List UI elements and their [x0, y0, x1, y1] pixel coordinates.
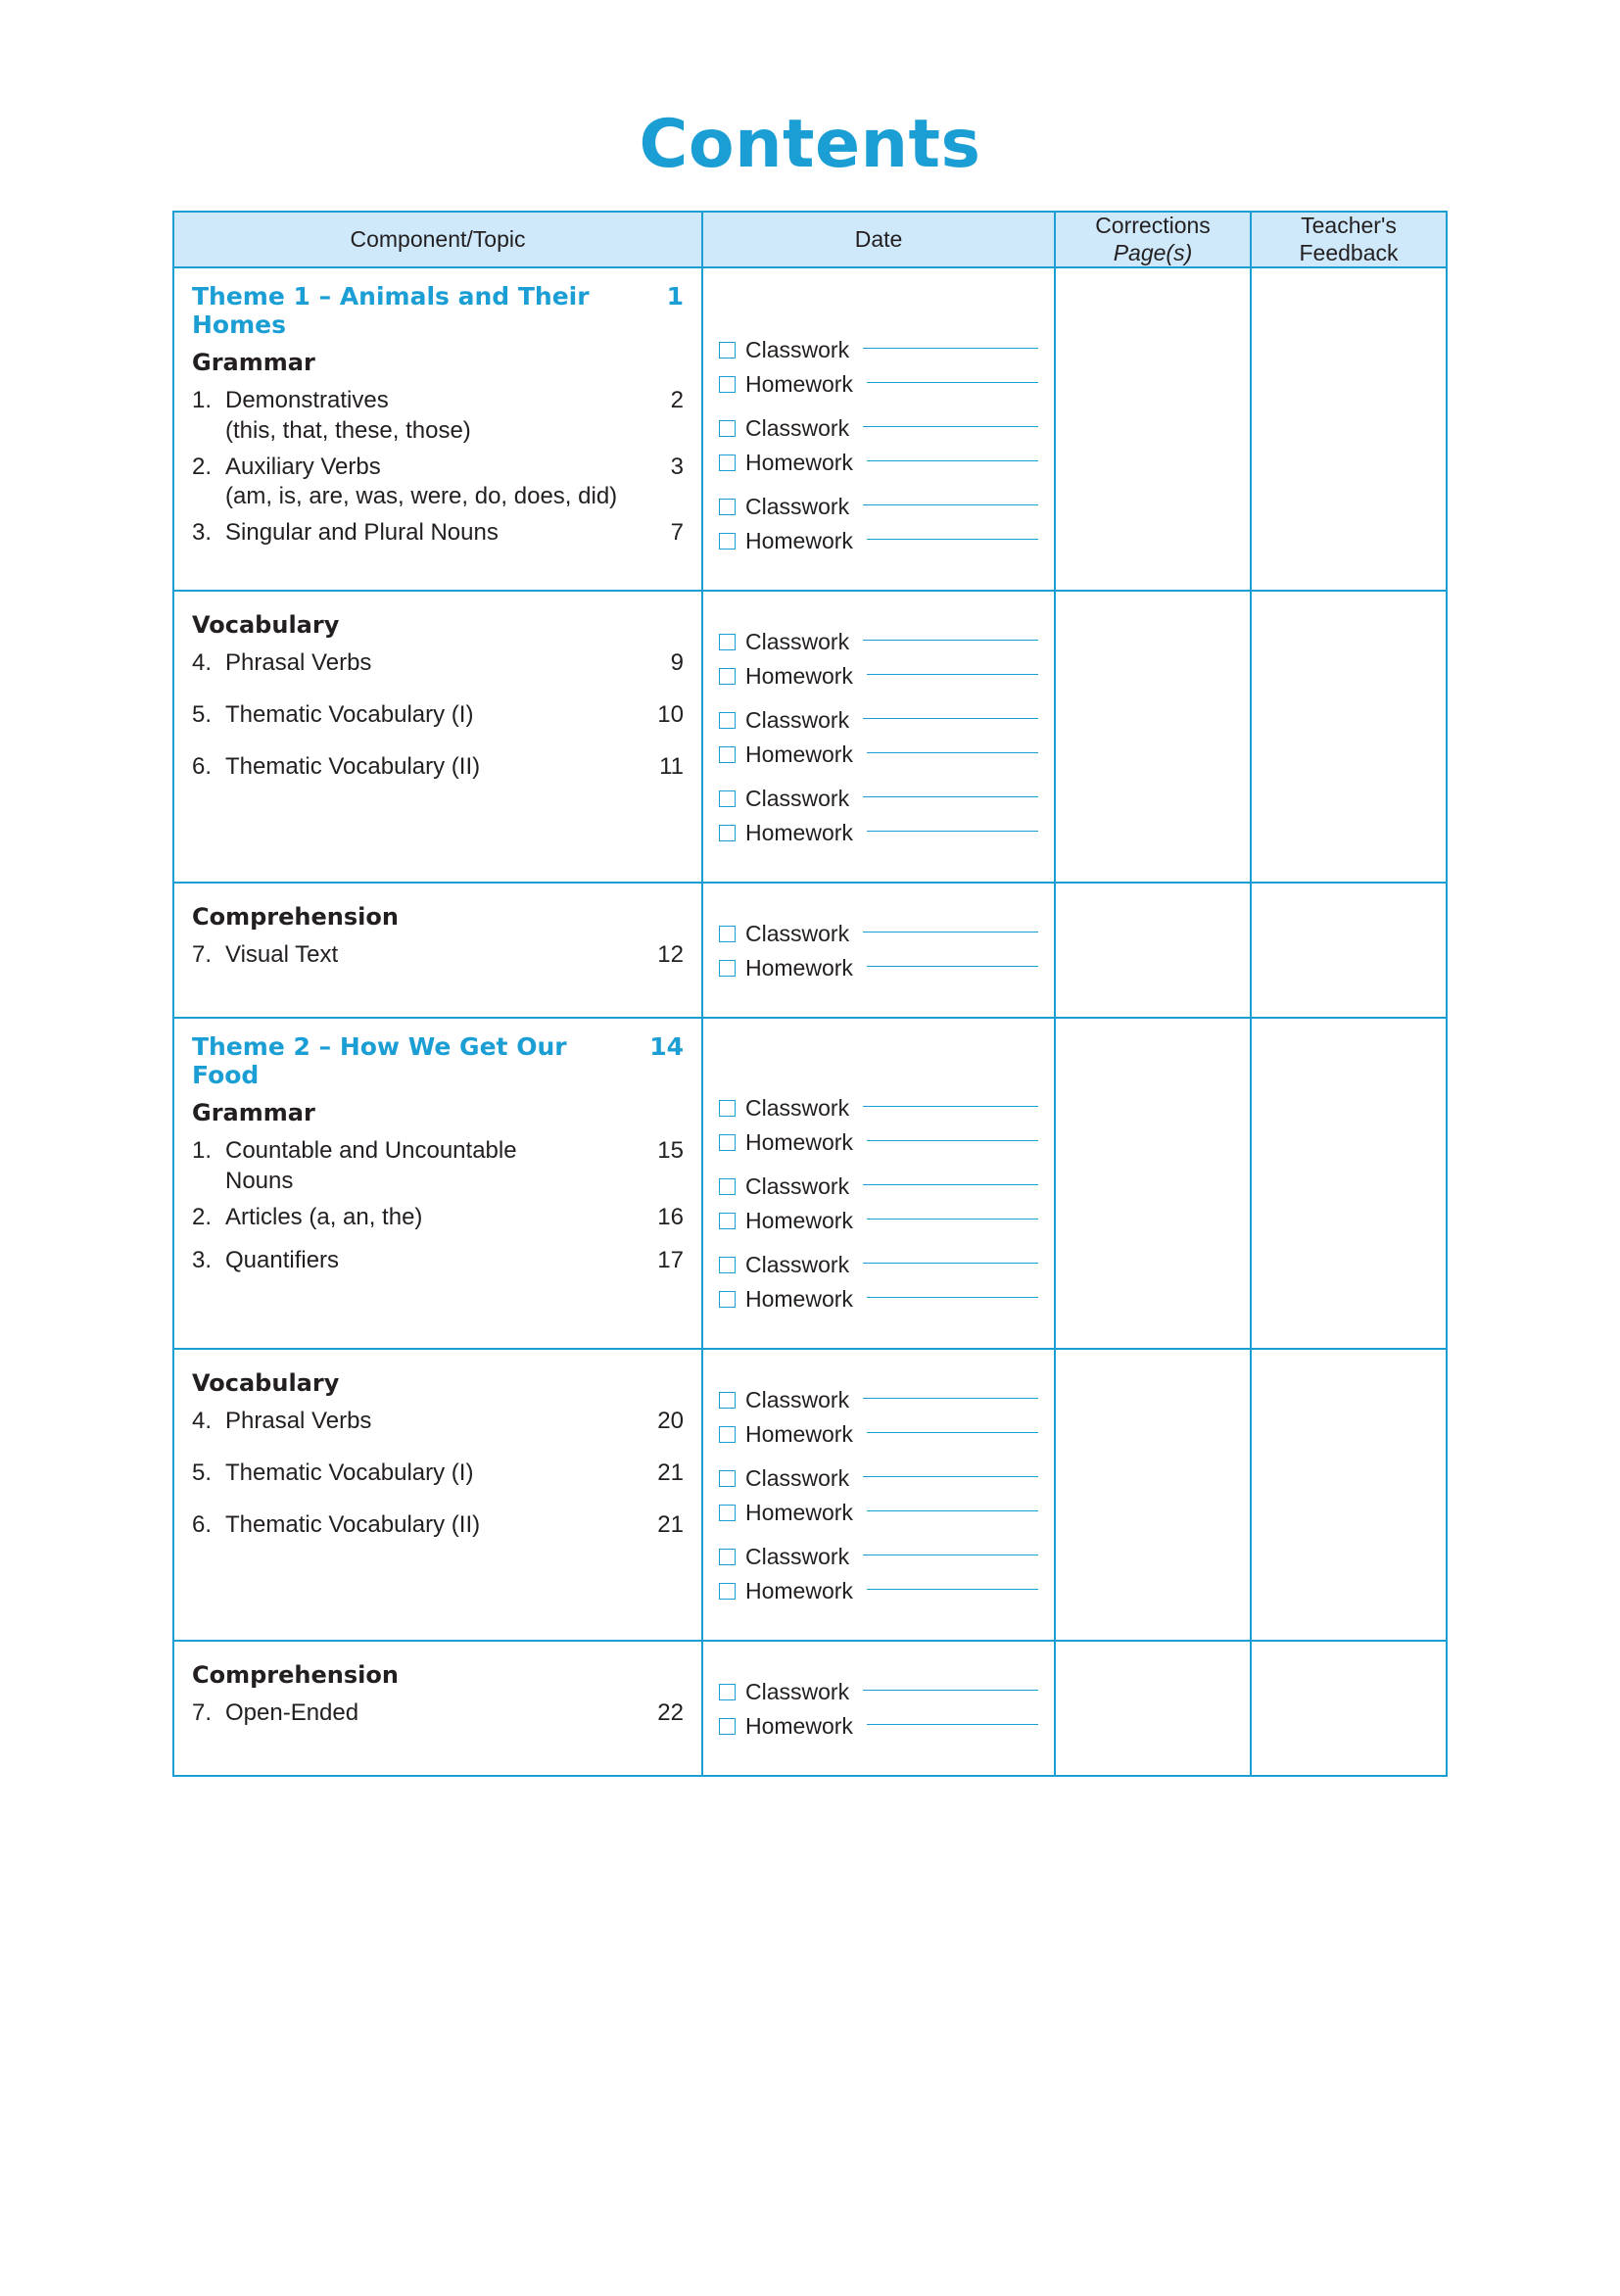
item-page: 21	[657, 1510, 684, 1538]
check-group	[719, 1252, 1038, 1313]
date-write-line[interactable]	[863, 1690, 1038, 1691]
column-header-feedback	[1251, 212, 1447, 267]
classwork-row[interactable]	[719, 1544, 1038, 1570]
table-header	[173, 212, 1447, 267]
classwork-label: Classwork	[745, 337, 850, 363]
date-write-line[interactable]	[863, 640, 1038, 641]
date-write-line[interactable]	[867, 831, 1038, 832]
classwork-label: Classwork	[745, 1544, 850, 1570]
group-label: Comprehension	[192, 903, 399, 932]
item-title: Thematic Vocabulary (I)	[225, 700, 474, 728]
homework-label: Homework	[745, 955, 853, 981]
check-group	[719, 415, 1038, 476]
group-label: Vocabulary	[192, 1369, 340, 1398]
item-number: 6.	[192, 1510, 213, 1538]
classwork-label: Classwork	[745, 921, 850, 947]
check-group	[719, 629, 1038, 690]
homework-label: Homework	[745, 1578, 853, 1604]
list-item	[192, 1246, 684, 1276]
check-group	[719, 494, 1038, 554]
table-row	[173, 1018, 1447, 1349]
date-write-line[interactable]	[867, 674, 1038, 675]
item-number: 3.	[192, 519, 213, 547]
checkbox-icon[interactable]	[719, 1583, 736, 1600]
date-cell	[702, 591, 1055, 883]
checkbox-icon[interactable]	[719, 1718, 736, 1735]
classwork-label: Classwork	[745, 494, 850, 520]
checkbox-icon[interactable]	[719, 1549, 736, 1565]
checkbox-icon[interactable]	[719, 634, 736, 650]
checkbox-icon[interactable]	[719, 668, 736, 685]
classwork-row[interactable]	[719, 1173, 1038, 1200]
homework-label: Homework	[745, 1129, 853, 1156]
item-page: 7	[670, 519, 684, 547]
check-group	[719, 786, 1038, 846]
homework-row[interactable]	[719, 528, 1038, 554]
homework-row[interactable]	[719, 450, 1038, 476]
list-item	[192, 386, 684, 446]
date-write-line[interactable]	[863, 1398, 1038, 1399]
classwork-label: Classwork	[745, 1465, 850, 1492]
corrections-cell[interactable]	[1055, 883, 1251, 1018]
homework-row[interactable]	[719, 663, 1038, 690]
check-group	[719, 921, 1038, 981]
date-write-line[interactable]	[863, 426, 1038, 427]
table-row	[173, 591, 1447, 883]
checkbox-icon[interactable]	[719, 960, 736, 977]
theme-heading	[192, 1032, 684, 1089]
date-cell	[702, 883, 1055, 1018]
corrections-line1: Corrections	[1095, 213, 1211, 238]
classwork-label: Classwork	[745, 1387, 850, 1413]
classwork-row[interactable]	[719, 1679, 1038, 1705]
item-number: 2.	[192, 1203, 213, 1230]
item-page: 3	[670, 453, 684, 480]
homework-row[interactable]	[719, 1208, 1038, 1234]
classwork-label: Classwork	[745, 629, 850, 655]
item-number: 7.	[192, 1699, 213, 1727]
checkbox-icon[interactable]	[719, 342, 736, 359]
list-item	[192, 1203, 684, 1233]
item-title: Singular and Plural Nouns	[225, 519, 499, 547]
corrections-cell[interactable]	[1055, 1349, 1251, 1641]
classwork-row[interactable]	[719, 1095, 1038, 1122]
item-page: 17	[657, 1247, 684, 1274]
classwork-label: Classwork	[745, 415, 850, 442]
item-title: Quantifiers	[225, 1247, 340, 1274]
checkbox-icon[interactable]	[719, 1684, 736, 1700]
item-title: Articles (a, an, the)	[225, 1203, 423, 1230]
date-cell	[702, 1018, 1055, 1349]
classwork-row[interactable]	[719, 1252, 1038, 1278]
checkbox-icon[interactable]	[719, 499, 736, 515]
item-page: 22	[657, 1699, 684, 1727]
homework-label: Homework	[745, 1286, 853, 1313]
date-write-line[interactable]	[867, 752, 1038, 753]
homework-row[interactable]	[719, 741, 1038, 768]
item-text	[225, 453, 644, 512]
item-page: 16	[657, 1203, 684, 1230]
homework-label: Homework	[745, 450, 853, 476]
column-header-date: Date	[702, 212, 1055, 267]
checkbox-icon[interactable]	[719, 1392, 736, 1409]
classwork-label: Classwork	[745, 786, 850, 812]
item-title: Thematic Vocabulary (II)	[225, 752, 481, 780]
date-write-line[interactable]	[863, 1106, 1038, 1107]
item-number: 5.	[192, 1459, 213, 1486]
group-label: Grammar	[192, 1099, 315, 1127]
item-subtitle: (this, that, these, those)	[225, 416, 471, 444]
date-cell	[702, 267, 1055, 591]
list-item	[192, 700, 684, 731]
homework-label: Homework	[745, 663, 853, 690]
feedback-cell[interactable]	[1251, 591, 1447, 883]
homework-row[interactable]	[719, 1713, 1038, 1740]
item-subtitle: Nouns	[225, 1167, 294, 1194]
checkbox-icon[interactable]	[719, 1426, 736, 1443]
feedback-line1: Teacher's	[1301, 213, 1397, 238]
homework-label: Homework	[745, 371, 853, 398]
component-cell	[173, 1641, 702, 1776]
classwork-row[interactable]	[719, 1387, 1038, 1413]
item-subtitle: (am, is, are, was, were, do, does, did)	[225, 483, 618, 510]
checkbox-icon[interactable]	[719, 454, 736, 471]
classwork-row[interactable]	[719, 415, 1038, 442]
table-body	[173, 267, 1447, 1776]
theme-heading	[192, 282, 684, 339]
item-title: Thematic Vocabulary (II)	[225, 1510, 481, 1538]
corrections-cell[interactable]	[1055, 591, 1251, 883]
item-number: 3.	[192, 1247, 213, 1274]
date-write-line[interactable]	[867, 1140, 1038, 1141]
component-cell	[173, 883, 702, 1018]
classwork-row[interactable]	[719, 1465, 1038, 1492]
item-title: Phrasal Verbs	[225, 1408, 372, 1435]
list-item	[192, 453, 684, 512]
item-number: 1.	[192, 1137, 213, 1165]
corrections-cell[interactable]	[1055, 1641, 1251, 1776]
item-title: Auxiliary Verbs	[225, 453, 381, 480]
checkbox-icon[interactable]	[719, 825, 736, 841]
checkbox-icon[interactable]	[719, 420, 736, 437]
item-title: Thematic Vocabulary (I)	[225, 1459, 474, 1486]
feedback-cell[interactable]	[1251, 1641, 1447, 1776]
checkbox-icon[interactable]	[719, 533, 736, 550]
check-group	[719, 1544, 1038, 1604]
homework-label: Homework	[745, 820, 853, 846]
checkbox-icon[interactable]	[719, 1470, 736, 1487]
checkbox-icon[interactable]	[719, 376, 736, 393]
date-write-line[interactable]	[863, 1184, 1038, 1185]
corrections-line2: Page(s)	[1113, 239, 1193, 265]
homework-row[interactable]	[719, 955, 1038, 981]
date-write-line[interactable]	[863, 348, 1038, 349]
classwork-row[interactable]	[719, 337, 1038, 363]
item-page: 10	[657, 700, 684, 728]
page-title: Contents	[639, 106, 981, 183]
item-number: 6.	[192, 752, 213, 780]
item-page: 9	[670, 649, 684, 677]
classwork-row[interactable]	[719, 707, 1038, 734]
list-item	[192, 648, 684, 679]
date-write-line[interactable]	[863, 1263, 1038, 1264]
feedback-cell[interactable]	[1251, 1349, 1447, 1641]
homework-label: Homework	[745, 741, 853, 768]
classwork-row[interactable]	[719, 629, 1038, 655]
item-text	[225, 1136, 644, 1196]
list-item	[192, 752, 684, 783]
homework-row[interactable]	[719, 820, 1038, 846]
checkbox-icon[interactable]	[719, 926, 736, 942]
table-header-row	[173, 212, 1447, 267]
checkbox-icon[interactable]	[719, 712, 736, 729]
checkbox-icon[interactable]	[719, 1505, 736, 1521]
date-write-line[interactable]	[867, 460, 1038, 461]
checkbox-icon[interactable]	[719, 1213, 736, 1229]
checkbox-icon[interactable]	[719, 1178, 736, 1195]
list-item	[192, 1407, 684, 1437]
date-write-line[interactable]	[867, 539, 1038, 540]
date-write-line[interactable]	[867, 1432, 1038, 1433]
item-page: 20	[657, 1408, 684, 1435]
group-label: Vocabulary	[192, 611, 340, 640]
feedback-cell[interactable]	[1251, 1018, 1447, 1349]
item-page: 15	[657, 1137, 684, 1165]
homework-label: Homework	[745, 1421, 853, 1448]
check-group	[719, 1465, 1038, 1526]
list-item	[192, 1136, 684, 1196]
date-write-line[interactable]	[867, 382, 1038, 383]
check-group	[719, 337, 1038, 398]
date-write-line[interactable]	[867, 1219, 1038, 1220]
date-write-line[interactable]	[867, 1589, 1038, 1590]
check-group	[719, 1173, 1038, 1234]
theme-page: 1	[666, 282, 684, 311]
theme-page: 14	[649, 1032, 684, 1062]
item-number: 7.	[192, 941, 213, 969]
component-cell	[173, 267, 702, 591]
item-number: 5.	[192, 700, 213, 728]
classwork-label: Classwork	[745, 707, 850, 734]
date-write-line[interactable]	[863, 1476, 1038, 1477]
list-item	[192, 1698, 684, 1729]
classwork-label: Classwork	[745, 1173, 850, 1200]
check-group	[719, 1387, 1038, 1448]
item-page: 21	[657, 1459, 684, 1486]
feedback-line2: Feedback	[1299, 239, 1399, 265]
date-write-line[interactable]	[867, 966, 1038, 967]
date-write-line[interactable]	[863, 718, 1038, 719]
item-title: Countable and Uncountable	[225, 1137, 517, 1165]
table-row	[173, 1349, 1447, 1641]
homework-row[interactable]	[719, 1286, 1038, 1313]
item-title: Phrasal Verbs	[225, 649, 372, 677]
item-title: Open-Ended	[225, 1699, 359, 1727]
homework-row[interactable]	[719, 1578, 1038, 1604]
column-header-corrections	[1055, 212, 1251, 267]
homework-row[interactable]	[719, 1421, 1038, 1448]
check-group	[719, 1679, 1038, 1740]
checkbox-icon[interactable]	[719, 1134, 736, 1151]
item-title: Demonstratives	[225, 387, 389, 414]
checkbox-icon[interactable]	[719, 1291, 736, 1308]
theme-label: Theme 1 – Animals and Their Homes	[192, 282, 590, 340]
feedback-cell[interactable]	[1251, 883, 1447, 1018]
item-page: 11	[659, 752, 684, 780]
item-text	[225, 518, 644, 549]
date-write-line[interactable]	[867, 1297, 1038, 1298]
date-cell	[702, 1349, 1055, 1641]
homework-row[interactable]	[719, 1500, 1038, 1526]
checkbox-icon[interactable]	[719, 1257, 736, 1273]
column-header-component: Component/Topic	[173, 212, 702, 267]
check-group	[719, 707, 1038, 768]
item-page: 12	[657, 941, 684, 969]
date-write-line[interactable]	[863, 796, 1038, 797]
list-item	[192, 1459, 684, 1489]
feedback-cell[interactable]	[1251, 267, 1447, 591]
date-write-line[interactable]	[863, 932, 1038, 933]
component-cell	[173, 1349, 702, 1641]
table-row	[173, 267, 1447, 591]
checkbox-icon[interactable]	[719, 746, 736, 763]
corrections-cell[interactable]	[1055, 1018, 1251, 1349]
date-cell	[702, 1641, 1055, 1776]
list-item	[192, 518, 684, 549]
contents-table	[172, 211, 1448, 1777]
classwork-label: Classwork	[745, 1095, 850, 1122]
item-number: 1.	[192, 387, 213, 414]
component-cell	[173, 591, 702, 883]
checkbox-icon[interactable]	[719, 1100, 736, 1117]
item-number: 4.	[192, 1408, 213, 1435]
date-write-line[interactable]	[867, 1510, 1038, 1511]
checkbox-icon[interactable]	[719, 790, 736, 807]
classwork-label: Classwork	[745, 1679, 850, 1705]
date-write-line[interactable]	[863, 504, 1038, 505]
item-page: 2	[670, 387, 684, 414]
group-label: Grammar	[192, 349, 315, 377]
table-row	[173, 883, 1447, 1018]
homework-label: Homework	[745, 1208, 853, 1234]
component-cell	[173, 1018, 702, 1349]
list-item	[192, 940, 684, 971]
table-row	[173, 1641, 1447, 1776]
homework-label: Homework	[745, 1500, 853, 1526]
theme-label: Theme 2 – How We Get Our Food	[192, 1032, 567, 1090]
homework-row[interactable]	[719, 371, 1038, 398]
classwork-row[interactable]	[719, 921, 1038, 947]
item-number: 4.	[192, 649, 213, 677]
classwork-label: Classwork	[745, 1252, 850, 1278]
homework-row[interactable]	[719, 1129, 1038, 1156]
classwork-row[interactable]	[719, 494, 1038, 520]
list-item	[192, 1510, 684, 1541]
check-group	[719, 1095, 1038, 1156]
item-number: 2.	[192, 453, 213, 480]
date-write-line[interactable]	[867, 1724, 1038, 1725]
corrections-cell[interactable]	[1055, 267, 1251, 591]
classwork-row[interactable]	[719, 786, 1038, 812]
item-text	[225, 386, 644, 446]
group-label: Comprehension	[192, 1661, 399, 1690]
item-title: Visual Text	[225, 941, 339, 969]
homework-label: Homework	[745, 1713, 853, 1740]
homework-label: Homework	[745, 528, 853, 554]
